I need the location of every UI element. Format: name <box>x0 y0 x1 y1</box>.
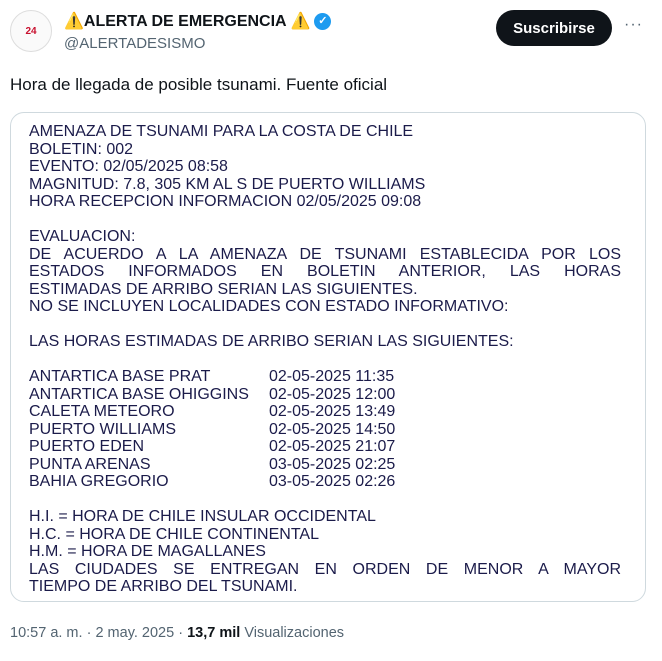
user-handle[interactable]: @ALERTADESISMO <box>64 35 206 52</box>
bulletin-note: H.M. = HORA DE MAGALLANES <box>29 543 266 560</box>
arrival-place: ANTARTICA BASE OHIGGINS <box>29 385 249 403</box>
more-options-icon[interactable]: ··· <box>624 16 643 33</box>
bulletin-line: AMENAZA DE TSUNAMI PARA LA COSTA DE CHILE <box>29 123 414 140</box>
tweet-time[interactable]: 10:57 a. m. <box>10 625 83 641</box>
bulletin-line: EVALUACION: <box>29 228 136 245</box>
bulletin-line: ESTIMADAS DE ARRIBO SERIAN LAS SIGUIENTES. <box>29 280 418 298</box>
bulletin-line: MAGNITUD: 7.8, 305 KM AL S DE PUERTO WILLIAMS <box>29 175 426 193</box>
bulletin-line: BOLETIN: 002 <box>29 140 134 158</box>
arrival-time: 02-05-2025 11:35 <box>269 368 395 385</box>
arrival-row <box>29 473 621 491</box>
bulletin-line: HORA RECEPCION INFORMACION 02/05/2025 09:08 <box>29 193 422 210</box>
bulletin-line: ESTADOS INFORMADOS EN BOLETIN ANTERIOR, LAS HORAS <box>29 263 621 280</box>
arrival-place: ANTARTICA BASE PRAT <box>29 368 211 385</box>
view-count: 13,7 mil <box>187 625 241 641</box>
avatar[interactable]: 24 <box>10 10 52 52</box>
arrivals-list <box>29 368 621 491</box>
arrival-place: PUNTA ARENAS <box>29 455 151 473</box>
views-label: Visualizaciones <box>244 625 345 641</box>
list-title: LAS HORAS ESTIMADAS DE ARRIBO SERIAN LAS SIGUIENTES: <box>29 333 514 350</box>
bulletin-note: H.I. = HORA DE CHILE INSULAR OCCIDENTAL <box>29 508 376 525</box>
arrival-row <box>29 368 621 386</box>
arrival-time: 02-05-2025 13:49 <box>269 403 396 420</box>
tweet-text: Hora de llegada de posible tsunami. Fuente oficial <box>10 75 388 94</box>
arrival-row <box>29 438 621 456</box>
bulletin-note: H.C. = HORA DE CHILE CONTINENTAL <box>29 525 319 543</box>
subscribe-button[interactable]: Suscribirse <box>496 10 612 46</box>
arrival-place: PUERTO EDEN <box>29 438 144 455</box>
arrival-row <box>29 403 621 421</box>
tweet-date[interactable]: 2 may. 2025 <box>95 625 175 641</box>
bulletin-document <box>29 123 621 596</box>
arrival-row <box>29 421 621 439</box>
arrival-time: 03-05-2025 02:26 <box>269 473 396 490</box>
arrival-time: 03-05-2025 02:25 <box>269 455 396 473</box>
arrival-time: 02-05-2025 12:00 <box>269 385 396 403</box>
arrival-place: PUERTO WILLIAMS <box>29 420 176 438</box>
arrival-time: 02-05-2025 14:50 <box>269 420 396 438</box>
verified-badge-icon: ✓ <box>314 13 331 30</box>
bulletin-line: DE ACUERDO A LA AMENAZA DE TSUNAMI ESTABLECIDA POR LOS <box>29 245 621 263</box>
bulletin-note: LAS CIUDADES SE ENTREGAN EN ORDEN DE MENOR A MAYOR <box>29 560 621 578</box>
arrival-time: 02-05-2025 21:07 <box>269 438 396 455</box>
arrival-place: CALETA METEORO <box>29 403 175 420</box>
display-name[interactable]: ⚠️ALERTA DE EMERGENCIA ⚠️ ✓ <box>64 11 331 31</box>
tweet-image[interactable] <box>10 112 646 602</box>
tweet-meta: 10:57 a. m. · 2 may. 2025 · 13,7 mil Visualizaciones <box>10 625 345 641</box>
arrival-place: BAHIA GREGORIO <box>29 473 169 490</box>
arrival-row <box>29 456 621 474</box>
bulletin-line: NO SE INCLUYEN LOCALIDADES CON ESTADO INFORMATIVO: <box>29 298 509 315</box>
bulletin-line: EVENTO: 02/05/2025 08:58 <box>29 158 228 175</box>
arrival-row <box>29 386 621 404</box>
bulletin-note: TIEMPO DE ARRIBO DEL TSUNAMI. <box>29 578 298 595</box>
